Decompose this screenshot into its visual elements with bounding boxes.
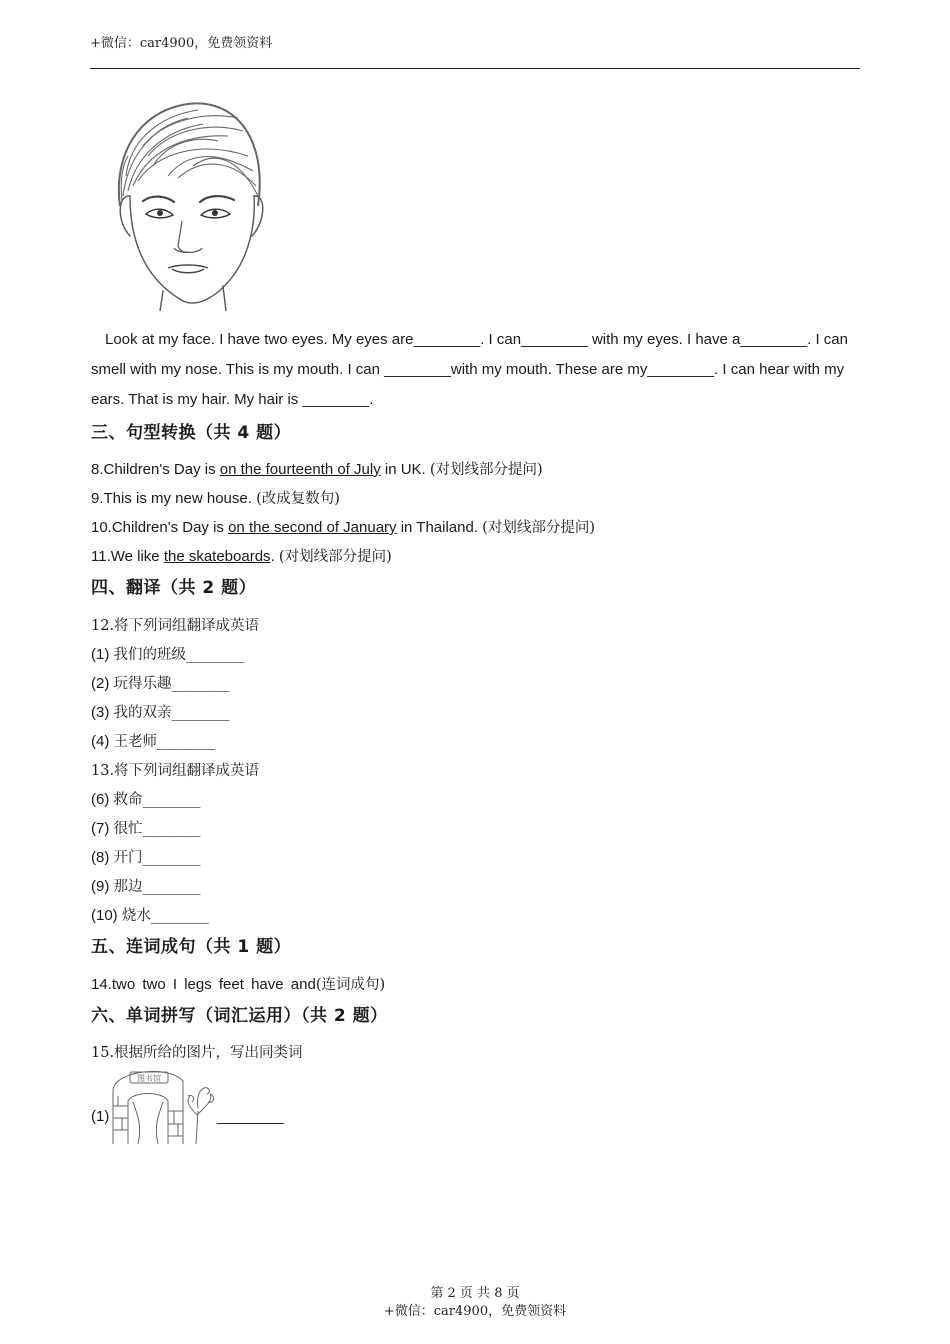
library-picture [108, 1066, 218, 1146]
section-6-title: 六、单词拼写（词汇运用）（共 2 题） [91, 1006, 388, 1026]
question-15: 15.根据所给的图片，写出同类词 [91, 1045, 303, 1061]
question-13: 13.将下列词组翻译成英语 [91, 763, 260, 779]
question-9: 9.This is my new house. (改成复数句) [91, 490, 340, 507]
q13-item-10: (10) 烧水________ [91, 907, 209, 924]
q11-underlined-phrase: the skateboards [163, 548, 271, 565]
q13-item-7: (7) 很忙________ [91, 820, 201, 837]
section-3-title: 三、句型转换（共 4 题） [91, 423, 292, 443]
q12-item-4: (4) 王老师________ [91, 733, 215, 750]
header-note: +微信：car4900，免费领资料 [90, 36, 273, 51]
section-5-title: 五、连词成句（共 1 题） [91, 937, 292, 957]
passage-line-1: Look at my face. I have two eyes. My eyes are________. I can________ with my eyes. I have a________. I can [105, 331, 848, 348]
question-12: 12.将下列词组翻译成英语 [91, 618, 260, 634]
passage-line-2: smell with my nose. This is my mouth. I can ________with my mouth. These are my________. I can hear with my [91, 361, 845, 378]
q15-item-1-number: (1) [91, 1108, 110, 1125]
q12-item-1: (1) 我们的班级________ [91, 646, 244, 663]
q12-item-2: (2) 玩得乐趣________ [91, 675, 230, 692]
face-illustration [108, 96, 268, 311]
reading-passage [91, 325, 861, 415]
q13-item-8: (8) 开门________ [91, 849, 201, 866]
q15-answer-blank: ________ [217, 1108, 284, 1125]
q10-underlined-phrase: on the second of January [228, 519, 397, 536]
footer-note: +微信：car4900，免费领资料 [383, 1304, 567, 1319]
library-sign-text: 图书馆 [137, 1074, 161, 1083]
header-divider [90, 68, 860, 69]
q13-item-9: (9) 那边________ [91, 878, 201, 895]
q8-underlined-phrase: on the fourteenth of July [219, 461, 381, 478]
question-14: 14.two two I legs feet have and(连词成句) [91, 976, 386, 993]
section-4-title: 四、翻译（共 2 题） [91, 578, 257, 598]
question-8: 8.Children's Day is on the fourteenth of July in UK. (对划线部分提问) [91, 461, 543, 478]
question-11: 11.We like the skateboards. (对划线部分提问) [91, 548, 392, 565]
question-10: 10.Children's Day is on the second of January in Thailand. (对划线部分提问) [91, 519, 595, 536]
q12-item-3: (3) 我的双亲________ [91, 704, 230, 721]
passage-line-3: ears. That is my hair. My hair is ________. [91, 391, 374, 408]
q13-item-6: (6) 救命________ [91, 791, 201, 808]
page-number: 第 2 页 共 8 页 [430, 1286, 520, 1301]
